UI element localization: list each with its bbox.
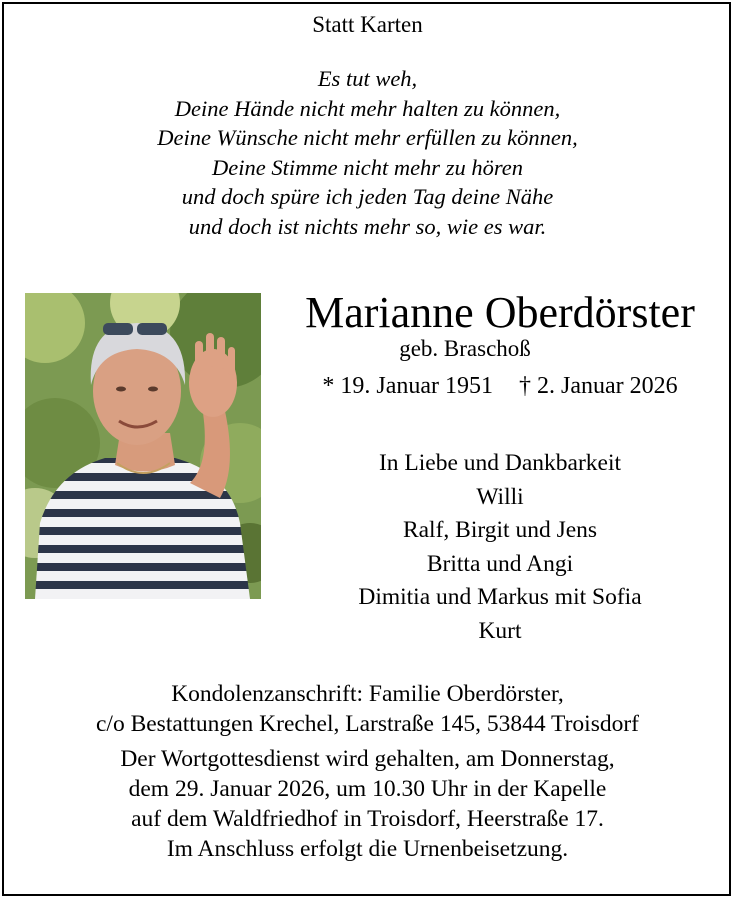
mourners-line: In Liebe und Dankbarkeit	[378, 450, 622, 476]
mourners-line: Dimitia und Markus mit Sofia	[358, 584, 642, 610]
footer-info	[0, 679, 735, 864]
mourners-line: Kurt	[478, 617, 522, 644]
poem	[0, 64, 735, 241]
death-date: † 2. Januar 2026	[519, 373, 678, 399]
life-dates	[270, 373, 730, 400]
mourners-list	[270, 447, 730, 648]
poem-line: und doch ist nichts mehr so, wie es war.	[188, 213, 547, 239]
portrait-photo	[25, 293, 261, 599]
poem-line: Es tut weh,	[317, 66, 418, 91]
header-statt-karten: Statt Karten	[312, 12, 423, 37]
poem-line: Deine Hände nicht mehr halten zu können,	[174, 95, 561, 121]
condolence-line: c/o Bestattungen Krechel, Larstraße 145, 53844 Troisdorf	[95, 711, 639, 737]
service-line: auf dem Waldfriedhof in Troisdorf, Heerstraße 17.	[131, 806, 604, 832]
mourners-line: Ralf, Birgit und Jens	[402, 517, 598, 543]
mourners-line: Willi	[476, 483, 524, 510]
poem-line: und doch spüre ich jeden Tag deine Nähe	[181, 184, 554, 209]
deceased-name: Marianne Oberdörster	[305, 288, 695, 337]
poem-line: Deine Stimme nicht mehr zu hören	[212, 154, 523, 180]
mourners-line: Britta und Angi	[426, 550, 574, 577]
birth-name: geb. Braschoß	[399, 336, 531, 361]
service-line: dem 29. Januar 2026, um 10.30 Uhr in der Kapelle	[128, 776, 607, 802]
service-line: Im Anschluss erfolgt die Urnenbeisetzung.	[166, 836, 569, 862]
condolence-line: Kondolenzanschrift: Familie Oberdörster,	[171, 681, 564, 707]
service-line: Der Wortgottesdienst wird gehalten, am Donnerstag,	[120, 746, 615, 772]
poem-line: Deine Wünsche nicht mehr erfüllen zu können,	[157, 125, 578, 150]
birth-date: * 19. Januar 1951	[322, 373, 493, 399]
